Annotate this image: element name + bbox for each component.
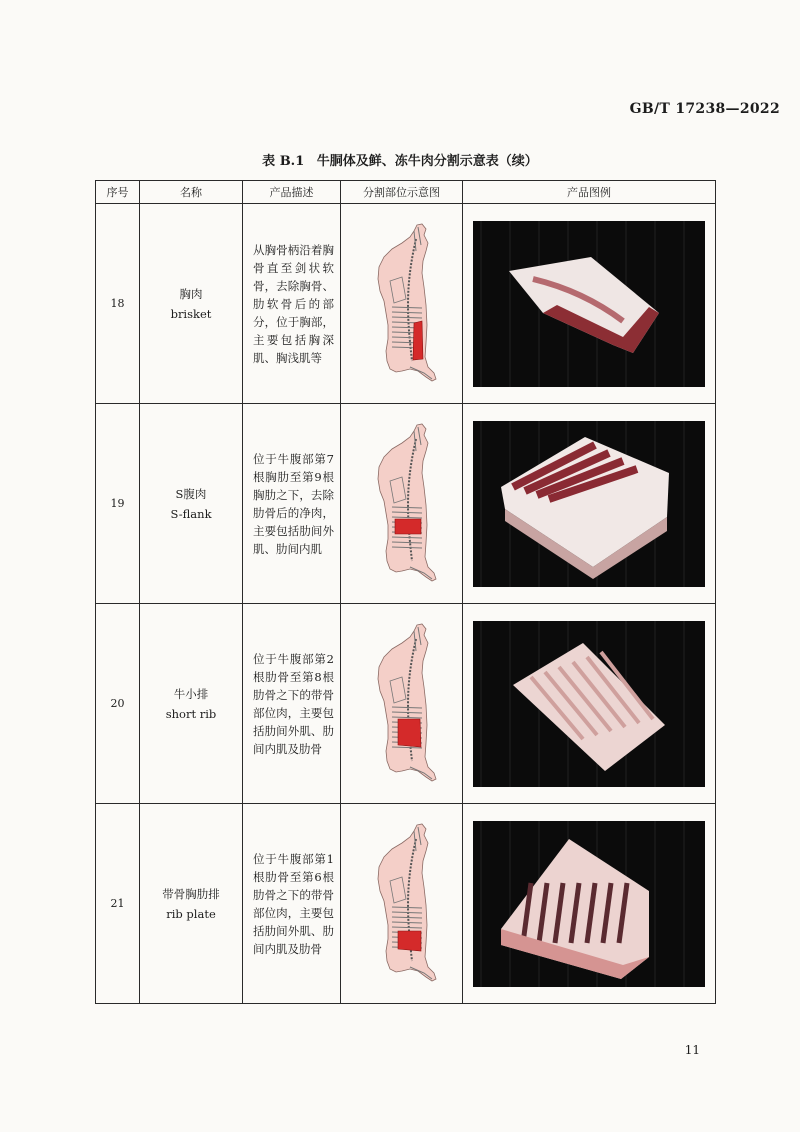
row-number: 21 (96, 804, 140, 1004)
beef-carcass-short-rib-diagram (366, 621, 438, 783)
cut-description: 从胸骨柄沿着胸骨直至剑状软骨，去除胸骨、肋软骨后的部分，位于胸部，主要包括胸深肌、胸浅肌等 (253, 242, 334, 365)
row-number: 19 (96, 404, 140, 604)
highlighted-cut-region (395, 519, 421, 534)
cut-photo-cell (463, 404, 716, 604)
cut-photo-cell (463, 804, 716, 1004)
table-row (96, 804, 716, 1004)
cut-description: 位于牛腹部第7根胸肋至第9根胸肋之下，去除肋骨后的净肉，主要包括肋间外肌、肋间内肌 (253, 451, 334, 556)
s-flank-photo (473, 421, 705, 587)
cut-name-cn: S腹肉 (175, 486, 207, 501)
table-row (96, 404, 716, 604)
highlighted-cut-region (398, 719, 421, 747)
cut-name-en: rib plate (166, 906, 216, 921)
product-photo (473, 821, 705, 987)
table-title-code: 表 B.1 (262, 154, 305, 169)
product-photo (473, 221, 705, 387)
column-header-name: 名称 (140, 181, 243, 204)
short-rib-photo (473, 621, 705, 787)
product-photo (473, 421, 705, 587)
column-header-no: 序号 (96, 181, 140, 204)
beef-carcass-rib-plate-diagram (366, 821, 438, 983)
cut-name (140, 804, 243, 1004)
cut-name (140, 404, 243, 604)
row-number: 20 (96, 604, 140, 804)
beef-carcass-s-flank-diagram (366, 421, 438, 583)
cut-diagram-cell (341, 404, 463, 604)
cut-name-cn: 带骨胸肋排 (162, 886, 220, 901)
table-title-text: 牛胴体及鲜、冻牛肉分割示意表（续） (316, 154, 538, 169)
cut-name-cn: 胸肉 (179, 286, 203, 301)
cut-diagram-cell (341, 804, 463, 1004)
standard-number: GB/T 17238—2022 (629, 101, 780, 117)
row-number: 18 (96, 204, 140, 404)
product-photo (473, 621, 705, 787)
beef-carcass-brisket-diagram (366, 221, 438, 383)
highlighted-cut-region (398, 931, 421, 951)
column-header-diagram: 分割部位示意图 (341, 181, 463, 204)
cut-photo-cell (463, 604, 716, 804)
cut-diagram-cell (341, 204, 463, 404)
beef-cuts-table (95, 180, 716, 1004)
cut-description-cell (243, 604, 341, 804)
cut-description-cell (243, 404, 341, 604)
highlighted-cut-region (413, 321, 423, 360)
brisket-photo (473, 221, 705, 387)
cut-description-cell (243, 804, 341, 1004)
column-header-description: 产品描述 (243, 181, 341, 204)
table-row (96, 604, 716, 804)
cut-name (140, 604, 243, 804)
cut-description: 位于牛腹部第2根肋骨至第8根肋骨之下的带骨部位肉，主要包括肋间外肌、肋间内肌及肋骨 (253, 651, 334, 756)
cut-name-cn: 牛小排 (173, 686, 209, 701)
page-number: 11 (684, 1043, 700, 1057)
cut-name (140, 204, 243, 404)
column-header-photo: 产品图例 (463, 181, 716, 204)
cut-name-en: S-flank (170, 506, 212, 521)
cut-description: 位于牛腹部第1根肋骨至第6根肋骨之下的带骨部位肉，主要包括肋间外肌、肋间内肌及肋骨 (253, 851, 334, 956)
cut-photo-cell (463, 204, 716, 404)
cut-name-en: short rib (165, 706, 217, 721)
rib-plate-photo (473, 821, 705, 987)
table-header-row (96, 181, 716, 204)
cut-name-en: brisket (170, 306, 212, 321)
table-row (96, 204, 716, 404)
table-title (0, 150, 800, 169)
cut-description-cell (243, 204, 341, 404)
cut-diagram-cell (341, 604, 463, 804)
